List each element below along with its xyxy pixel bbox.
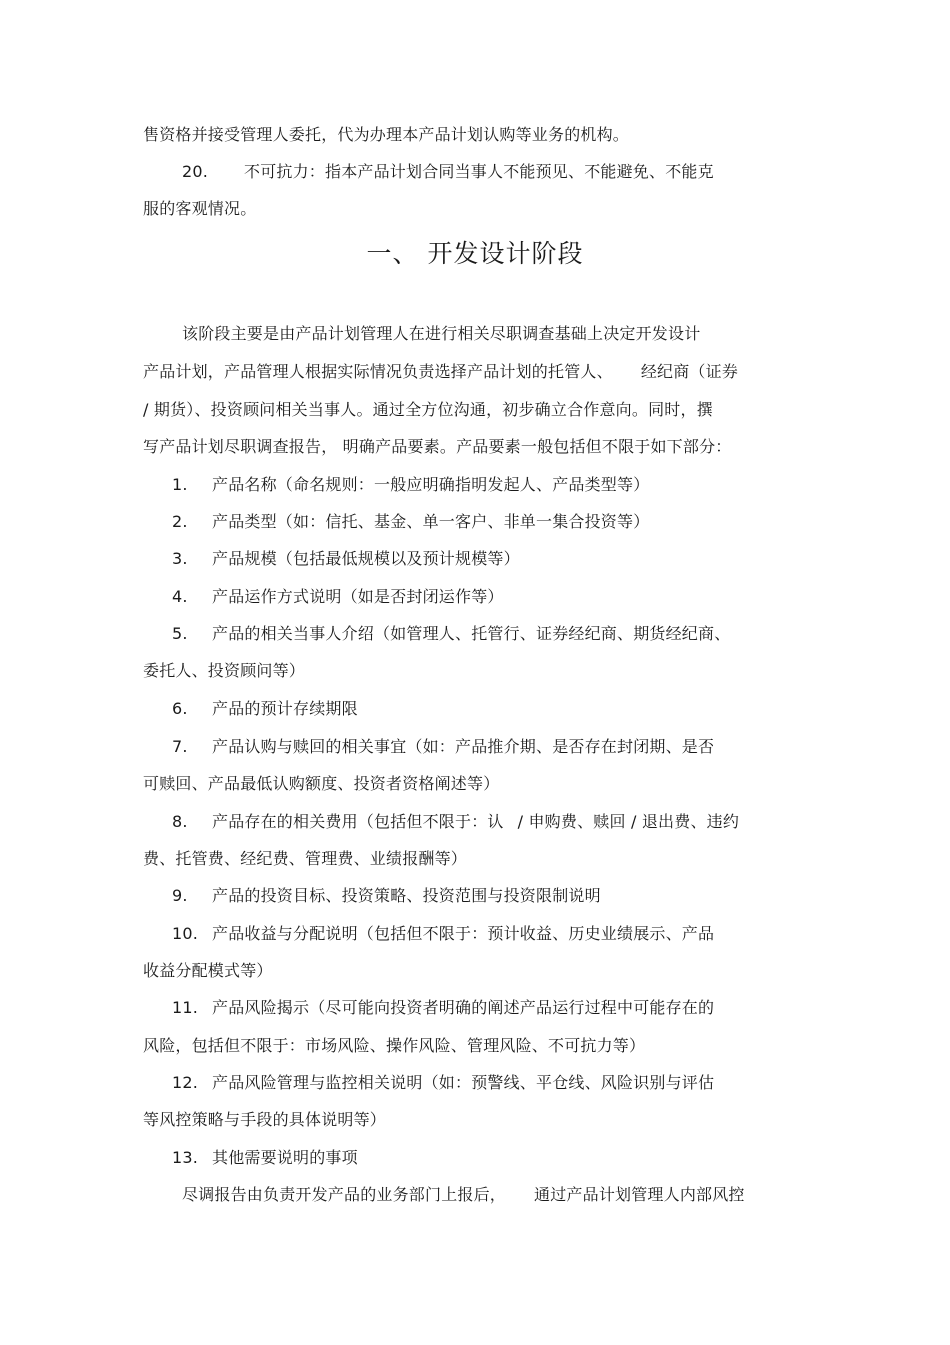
item-text: 产品规模（包括最低规模以及预计规模等） xyxy=(212,549,520,568)
list-item-continuation: 委托人、投资顾问等） xyxy=(143,661,306,680)
text-segment: 通过产品计划管理人内部风控 xyxy=(534,1185,745,1204)
item-text: 产品的相关当事人介绍（如管理人、托管行、证券经纪商、期货经纪商、 xyxy=(212,624,731,643)
item-number: 1. xyxy=(172,475,188,494)
paragraph-line: 售资格并接受管理人委托，代为办理本产品计划认购等业务的机构。 xyxy=(143,125,630,144)
item-number: 4. xyxy=(172,587,188,606)
list-item-10 xyxy=(172,924,714,944)
paragraph-line: 该阶段主要是由产品计划管理人在进行相关尽职调查基础上决定开发设计 xyxy=(182,324,701,343)
text-segment: 产品计划，产品管理人根据实际情况负责选择产品计划的托管人、 xyxy=(143,362,613,381)
list-item-7 xyxy=(172,737,714,757)
item-number: 8. xyxy=(172,812,188,831)
paragraph-line: / 期货）、投资顾问相关当事人。通过全方位沟通，初步确立合作意向。同时，撰 xyxy=(143,400,713,419)
list-item-5 xyxy=(172,624,730,644)
list-item-12 xyxy=(172,1073,714,1093)
list-item-8 xyxy=(172,812,739,832)
item-text: 不可抗力：指本产品计划合同当事人不能预见、不能避免、不能克 xyxy=(244,162,714,181)
item-number: 20. xyxy=(182,162,209,181)
list-item-3 xyxy=(172,549,520,569)
item-text: 产品的投资目标、投资策略、投资范围与投资限制说明 xyxy=(212,886,601,905)
list-item-11 xyxy=(172,998,714,1018)
paragraph-line: 服的客观情况。 xyxy=(143,199,257,218)
item-number: 3. xyxy=(172,549,188,568)
item-number: 12. xyxy=(172,1073,199,1092)
item-text: 产品风险管理与监控相关说明（如：预警线、平仓线、风险识别与评估 xyxy=(212,1073,715,1092)
paragraph-line xyxy=(182,1185,745,1205)
list-item-13 xyxy=(172,1148,358,1168)
item-number: 11. xyxy=(172,998,199,1017)
section-heading: 一、 开发设计阶段 xyxy=(366,239,584,268)
list-item-continuation: 收益分配模式等） xyxy=(143,961,273,980)
item-number: 2. xyxy=(172,512,188,531)
item-text: 产品类型（如：信托、基金、单一客户、非单一集合投资等） xyxy=(212,512,650,531)
list-item-6 xyxy=(172,699,358,719)
item-text: / 申购费、赎回 / 退出费、违约 xyxy=(517,812,740,831)
text-segment: 尽调报告由负责开发产品的业务部门上报后， xyxy=(182,1185,507,1204)
paragraph-line: 写产品计划尽职调查报告， 明确产品要素。产品要素一般包括但不限于如下部分： xyxy=(143,437,732,456)
item-number: 10. xyxy=(172,924,199,943)
item-number: 13. xyxy=(172,1148,199,1167)
list-item-4 xyxy=(172,587,504,607)
list-item-continuation: 风险，包括但不限于：市场风险、操作风险、管理风险、不可抗力等） xyxy=(143,1036,646,1055)
list-item-continuation: 费、托管费、经纪费、管理费、业绩报酬等） xyxy=(143,849,468,868)
item-number: 6. xyxy=(172,699,188,718)
item-text: 产品运作方式说明（如是否封闭运作等） xyxy=(212,587,504,606)
list-item-continuation: 可赎回、产品最低认购额度、投资者资格阐述等） xyxy=(143,774,500,793)
item-text: 产品名称（命名规则：一般应明确指明发起人、产品类型等） xyxy=(212,475,650,494)
definition-item-20 xyxy=(182,162,714,182)
list-item-2 xyxy=(172,512,649,532)
item-text: 产品的预计存续期限 xyxy=(212,699,358,718)
item-number: 9. xyxy=(172,886,188,905)
item-text: 其他需要说明的事项 xyxy=(212,1148,358,1167)
list-item-9 xyxy=(172,886,601,906)
item-text: 产品认购与赎回的相关事宜（如：产品推介期、是否存在封闭期、是否 xyxy=(212,737,715,756)
item-number: 7. xyxy=(172,737,188,756)
item-text: 产品风险揭示（尽可能向投资者明确的阐述产品运行过程中可能存在的 xyxy=(212,998,715,1017)
item-number: 5. xyxy=(172,624,188,643)
list-item-1 xyxy=(172,475,649,495)
list-item-continuation: 等风控策略与手段的具体说明等） xyxy=(143,1110,387,1129)
item-text: 产品收益与分配说明（包括但不限于：预计收益、历史业绩展示、产品 xyxy=(212,924,715,943)
text-segment: 经纪商（证券 xyxy=(640,362,739,381)
paragraph-line xyxy=(143,362,738,382)
item-text: 产品存在的相关费用（包括但不限于：认 xyxy=(212,812,504,831)
